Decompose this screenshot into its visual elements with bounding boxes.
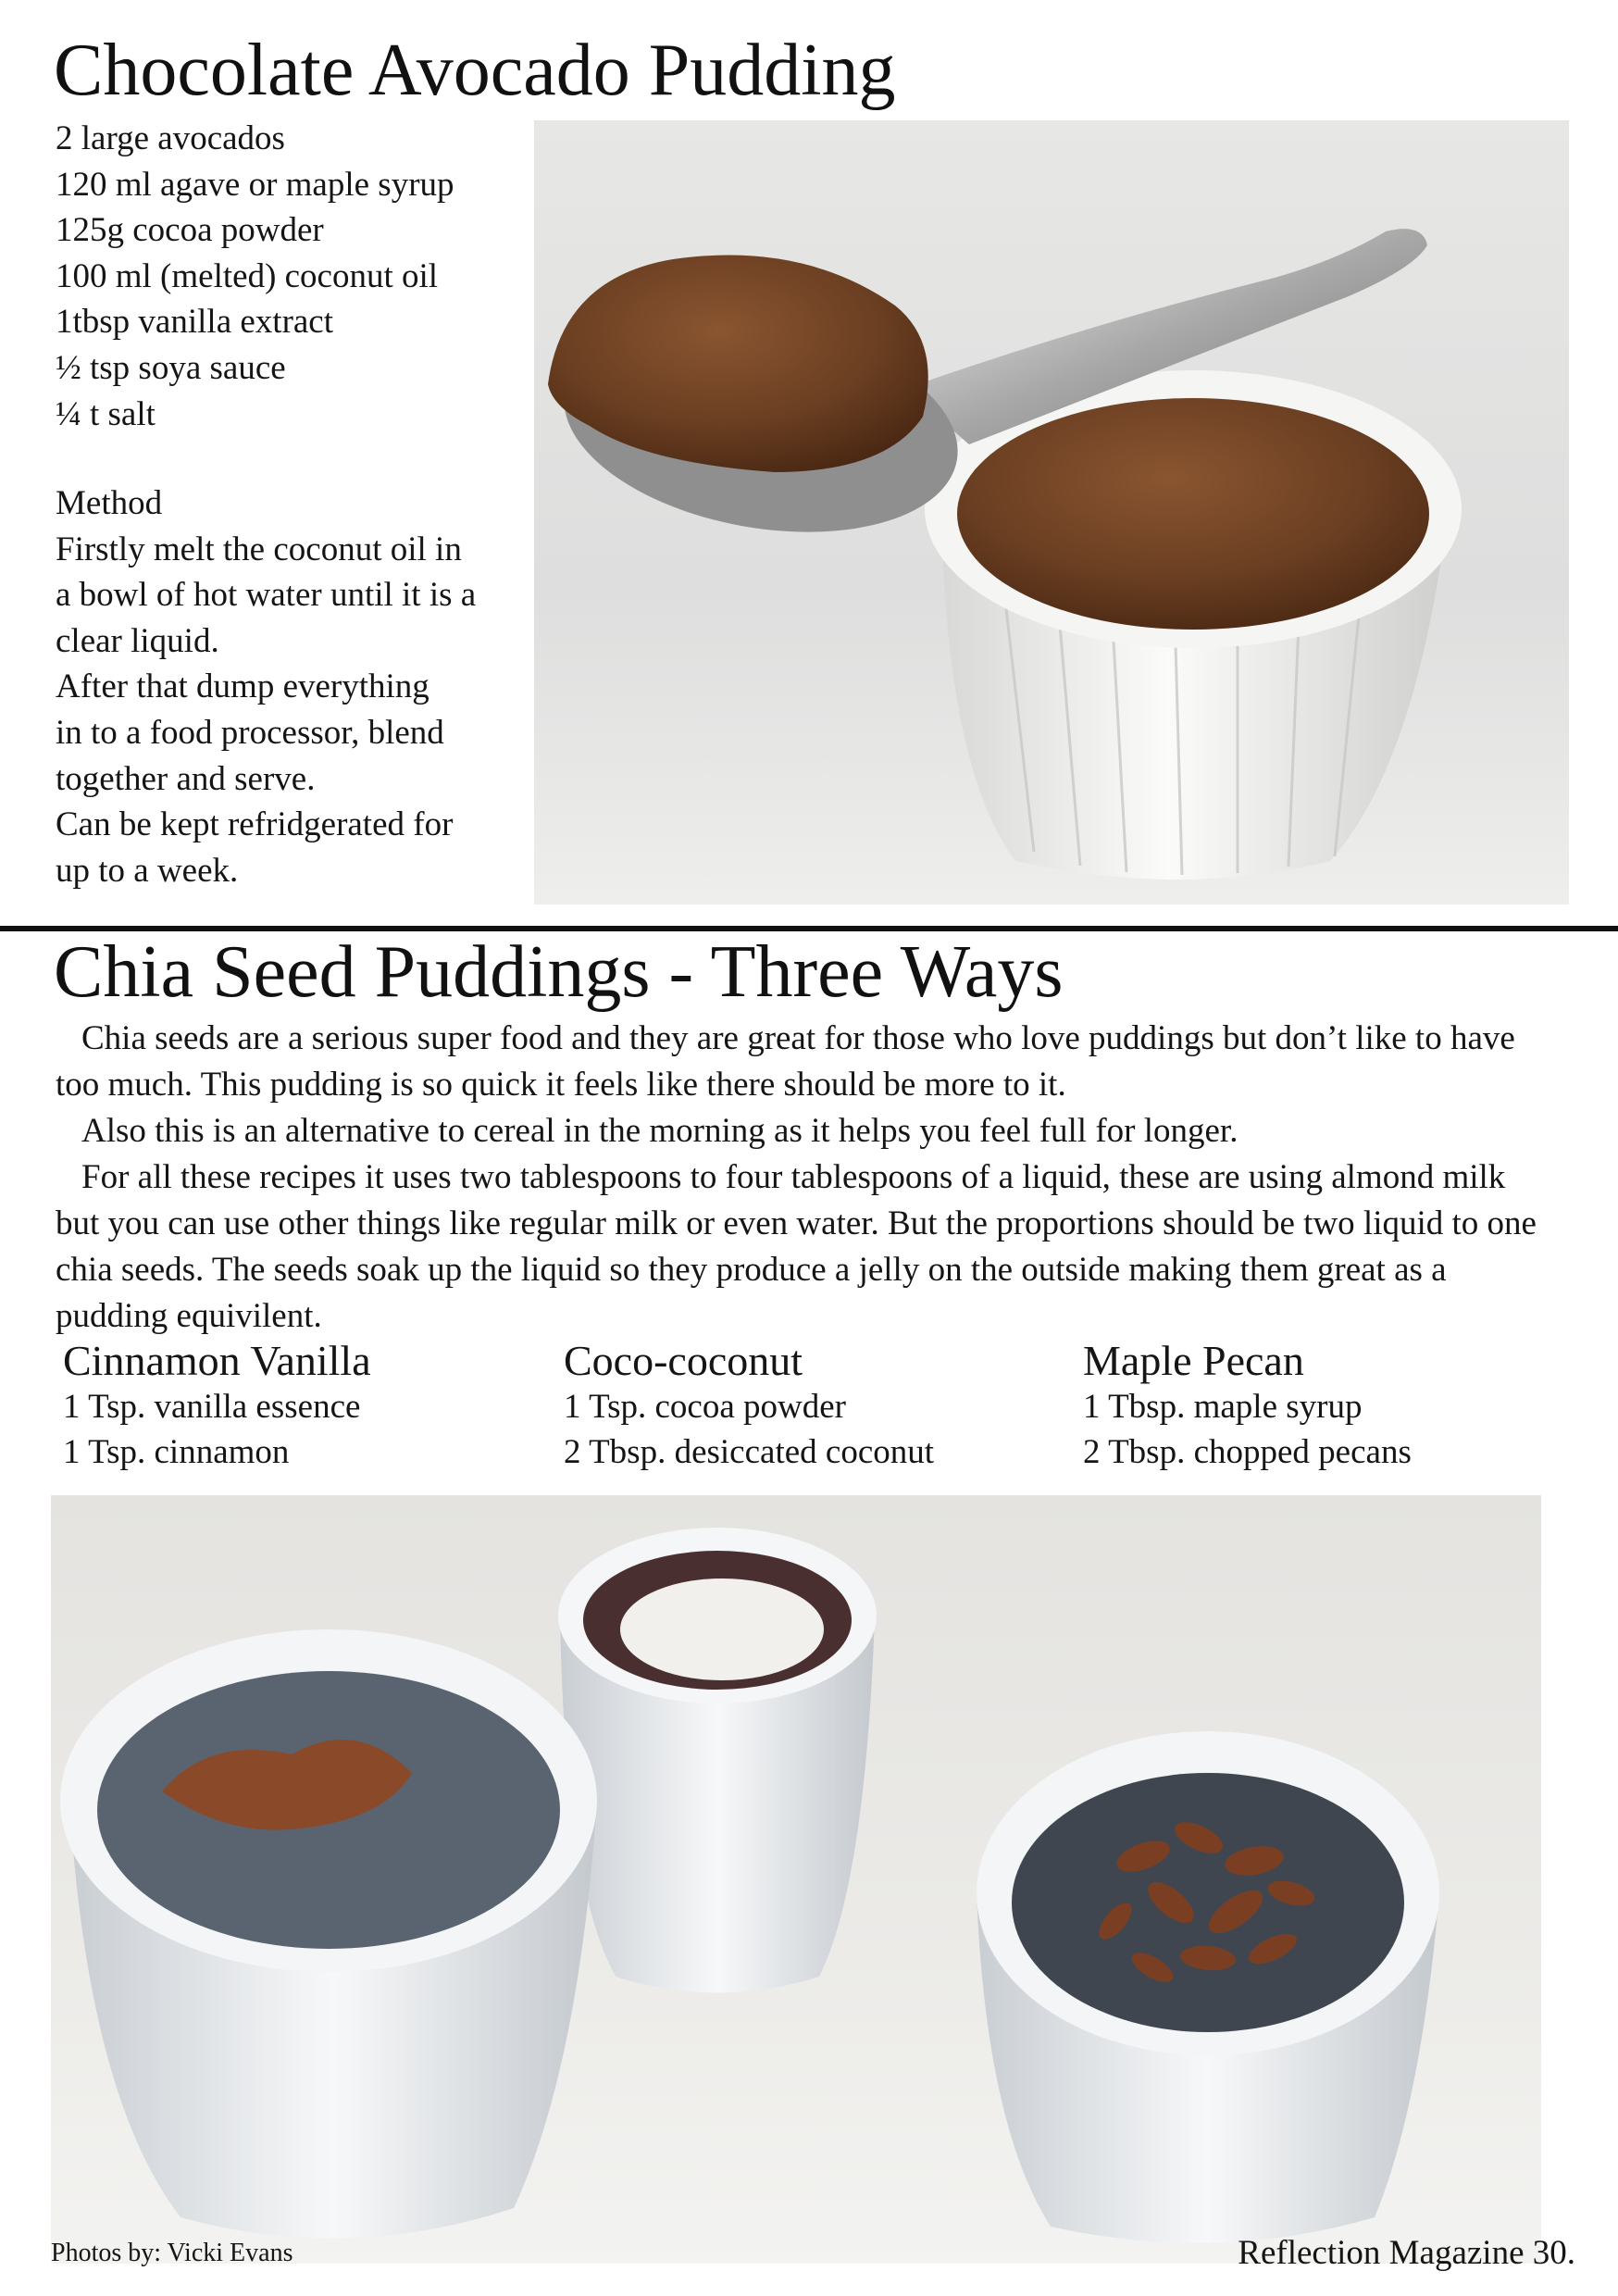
chia-puddings-photo (51, 1495, 1541, 2264)
method-line: up to a week. (56, 851, 239, 890)
method-line: Can be kept refridgerated for (56, 805, 454, 844)
ingredient-item: 125g cocoa powder (56, 211, 324, 250)
variation-ingredient: 1 Tsp. cinnamon (63, 1433, 290, 1471)
recipe-title-chia-seed: Chia Seed Puddings - Three Ways (54, 931, 1064, 1013)
variation-maple-pecan (1083, 1338, 1412, 1475)
variation-ingredient: 2 Tbsp. chopped pecans (1083, 1433, 1412, 1471)
recipe-title-chocolate-avocado: Chocolate Avocado Pudding (54, 30, 896, 111)
ingredient-item: 2 large avocados (56, 119, 285, 157)
ingredient-item: 1tbsp vanilla extract (56, 303, 334, 342)
method-heading: Method (56, 484, 163, 522)
method-line: After that dump everything (56, 668, 429, 706)
method-line: Firstly melt the coconut oil in (56, 530, 462, 568)
variation-title: Coco-coconut (564, 1337, 803, 1384)
ingredient-item: ½ tsp soya sauce (56, 348, 286, 387)
chocolate-pudding-photo (534, 120, 1569, 905)
pudding-in-ramekin (957, 398, 1429, 630)
intro-paragraph: Chia seeds are a serious super food and they are great for those who love puddings but don’t like to have too much. This pudding is so quick it feels like there should be more to it. (56, 1019, 1515, 1104)
variation-ingredient: 2 Tbsp. desiccated coconut (564, 1433, 935, 1471)
method-line: in to a food processor, blend (56, 713, 444, 752)
variation-title: Maple Pecan (1083, 1337, 1304, 1384)
variation-ingredient: 1 Tbsp. maple syrup (1083, 1388, 1363, 1426)
intro-paragraph: Also this is an alternative to cereal in the morning as it helps you feel full for longer. (81, 1112, 1238, 1150)
ingredient-item: 120 ml agave or maple syrup (56, 165, 454, 204)
ingredient-item: 100 ml (melted) coconut oil (56, 256, 439, 295)
variation-ingredient: 1 Tsp. vanilla essence (63, 1388, 361, 1426)
method-line: clear liquid. (56, 621, 219, 660)
method-line: a bowl of hot water until it is a (56, 576, 477, 615)
method-section (56, 480, 476, 893)
chia-intro (56, 1016, 1555, 1340)
magazine-page-label: Reflection Magazine 30. (1238, 2234, 1575, 2272)
maple-chia (1012, 1773, 1404, 2032)
variation-title: Cinnamon Vanilla (63, 1337, 371, 1384)
photo-credit: Photos by: Vicki Evans (51, 2239, 293, 2267)
variation-cinnamon-vanilla (63, 1338, 371, 1475)
pudding-photo-illustration (534, 120, 1569, 905)
ingredient-list (56, 116, 454, 437)
variation-ingredient: 1 Tsp. cocoa powder (564, 1388, 846, 1426)
intro-paragraph: For all these recipes it uses two tablespoons to four tablespoons of a liquid, these are using almond milk but you can use other things like regular milk or even water. But the proportions should be two liquid to one chia seeds. The seeds soak up the liquid so they produce a jelly on the outside making them great as a pudding equivilent. (56, 1158, 1537, 1335)
desiccated-coconut (620, 1578, 824, 1680)
chia-photo-illustration (51, 1495, 1541, 2264)
ingredient-item: ¼ t salt (56, 394, 156, 433)
method-line: together and serve. (56, 759, 316, 798)
variation-coco-coconut (564, 1338, 934, 1475)
